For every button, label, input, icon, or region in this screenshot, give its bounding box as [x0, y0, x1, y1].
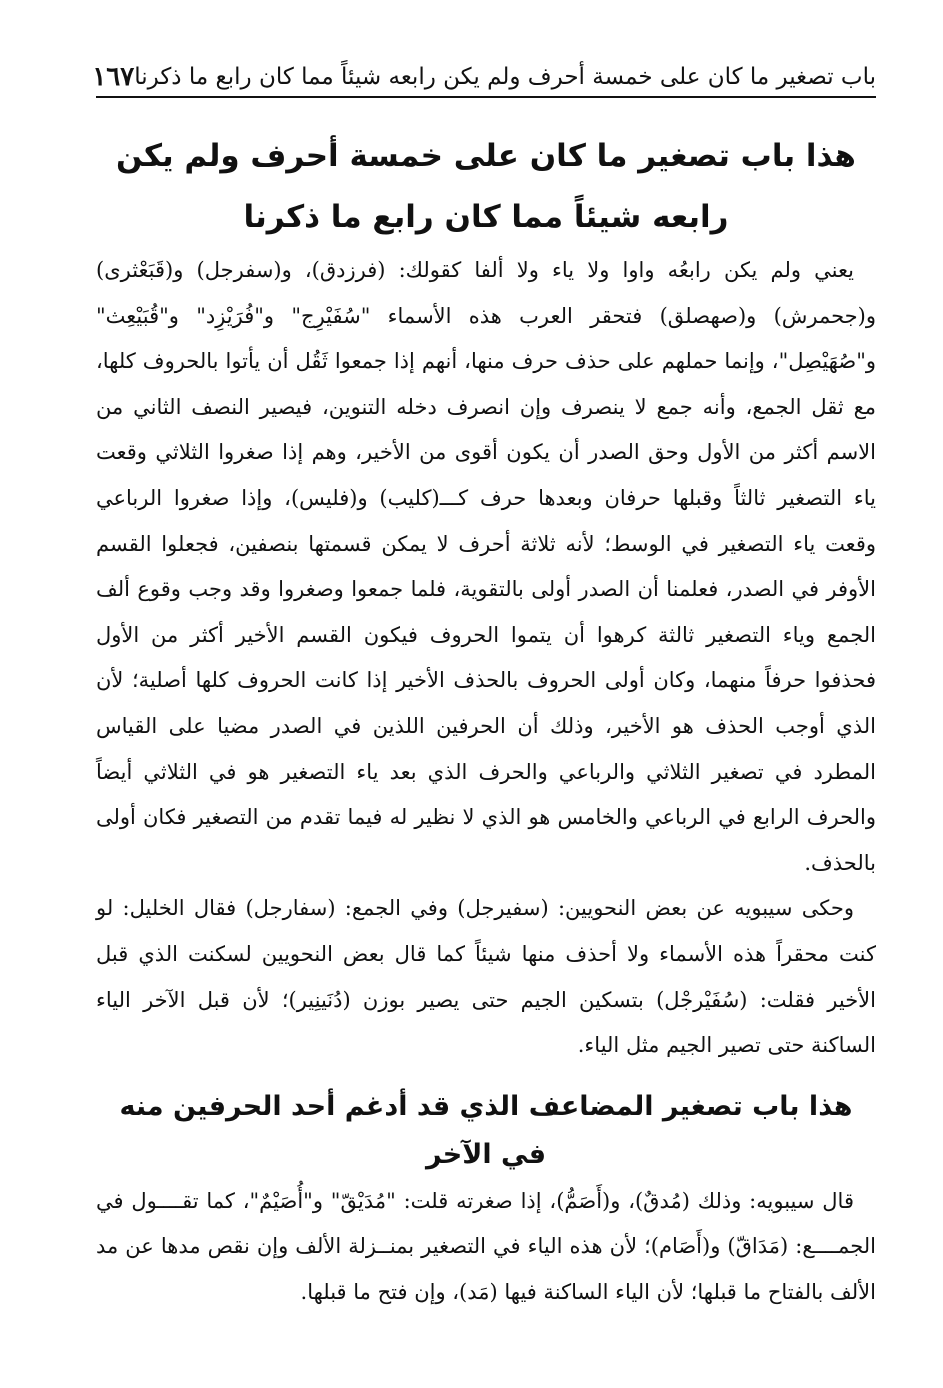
page-number: ١٦٧ [92, 62, 135, 92]
section-paragraph: قال سيبويه: وذلك (مُدقٌ)، و(أَصَمُّ)، إذا صغرته قلت: "مُدَيْقّ" و"أُصَيْمٌ"، كما تقــــول في الجمــــع: (مَدَاقّ) و(أَصَام)؛ لأن هذه الياء في التصغير بمنــزلة الألف وإن نقص مدها عن مد الألف بالفتاح ما قبلها؛ لأن الياء الساكنة فيها (مَد)، وإن فتح ما قبلها. [96, 1188, 876, 1304]
body-paragraph: وحكى سيبويه عن بعض النحويين: (سفيرجل) وفي الجمع: (سفارجل) فقال الخليل: لو كنت محقراً هذه الأسماء ولا أحذف منها شيئاً كما قال بعض النحويين لسكنت الذي قبل الأخير فقلت: (سُفَيْرجْل) بتسكين الجيم حتى يصير بوزن (دُنَينِير)؛ لأن قبل الآخر الياء الساكنة حتى تصير الجيم مثل الياء. [96, 896, 876, 1058]
running-title: باب تصغير ما كان على خمسة أحرف ولم يكن رابعه شيئاً مما كان رابع ما ذكرنا [134, 64, 876, 91]
page-content [92, 40, 876, 1315]
running-header [92, 40, 876, 98]
chapter-title: هذا باب تصغير ما كان على خمسة أحرف ولم يكن رابعه شيئاً مما كان رابع ما ذكرنا [116, 138, 856, 235]
section-title: هذا باب تصغير المضاعف الذي قد أدغم أحد الحرفين منه في الآخر [119, 1090, 853, 1170]
body-paragraph: يعني ولم يكن رابعُه واوا ولا ياء ولا ألفا كقولك: (فرزدق)، و(سفرجل) و(قَبَعْثرى) و(جحمرش) و(صهصلق) فتحقر العرب هذه الأسماء "سُفَيْرِج" و"فُرَيْزِد" و"قُبَيْعِث" و"صُهَيْصِل"، وإنما حملهم على حذف حرف منها، أنهم إذا جمعوا ثَقُل أن يأتوا بالحروف كلها، مع ثقل الجمع، وأنه جمع لا ينصرف وإن انصرف دخله التنوين، فيصير النصف الثاني من الاسم أكثر من الأول وحق الصدر أن يكون أقوى من الأخير، وهم إذا صغروا الثلاثي وقعت ياء التصغير ثالثاً وقبلها حرفان وبعدها حرف كـــ(كليب) و(فليس)، وإذا صغروا الرباعي وقعت ياء التصغير في الوسط؛ لأنه ثلاثة أحرف لا يمكن قسمتها بنصفين، فجعلوا القسم الأوفر في الصدر، فعلمنا أن الصدر أولى بالتقوية، فلما جمعوا وصغروا وقد وجب وقوع ألف الجمع وياء التصغير ثالثة كرهوا أن يتموا الحروف فيكون القسم الأخير أكثر من الأول فحذفوا حرفاً منهما، وكان أولى الحروف بالحذف الأخير إذا كانت الحروف كلها أصلية؛ لأن الذي أوجب الحذف هو الأخير، وذلك أن الحرفين اللذين في الصدر مضيا على القياس المطرد في تصغير الثلاثي والرباعي والحرف الذي بعد ياء التصغير هو في الثلاثي أيضاً والحرف الرابع في الرباعي والخامس هو الذي لا نظير له فيما تقدم من التصغير فكان أولى بالحذف. [96, 258, 876, 875]
